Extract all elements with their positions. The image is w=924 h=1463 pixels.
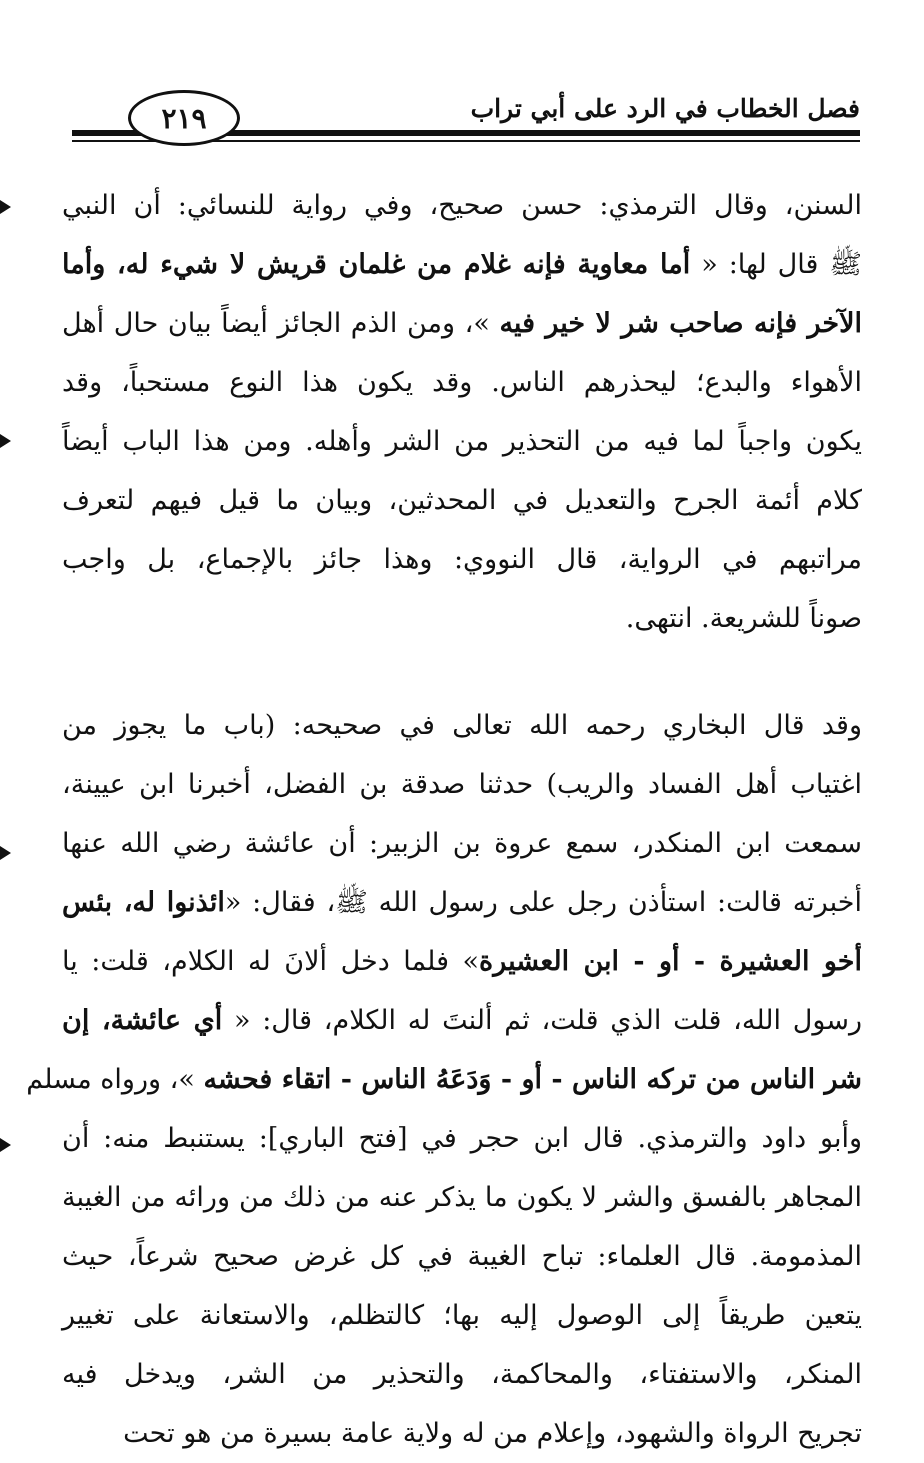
text-line [62,530,862,589]
margin-mark-icon [0,846,11,860]
text-run: المجاهر بالفسق والشر لا يكون ما يذكر عنه من ذلك من ورائه من الغيبة [62,1182,862,1213]
text-run: كلام أئمة الجرح والتعديل في المحدثين، وبيان ما قيل فيهم لتعرف [62,485,862,516]
text-line [62,696,862,755]
page-header [72,82,860,152]
text-run: أخبرته قالت: استأذن رجل على رسول الله ﷺ، فقال: « [224,887,862,918]
bold-text-run: ائذنوا له، بئس [62,887,225,918]
text-line [62,814,862,873]
text-line [62,353,862,412]
text-run: المذمومة. قال العلماء: تباح الغيبة في كل غرض صحيح شرعاً، حيث [62,1241,862,1272]
text-run: الأهواء والبدع؛ ليحذرهم الناس. وقد يكون هذا النوع مستحباً، وقد [62,367,862,398]
text-line [62,176,862,235]
margin-mark-icon [0,434,11,448]
text-run: سمعت ابن المنكدر، سمع عروة بن الزبير: أن عائشة رضي الله عنها [62,828,862,859]
text-run: »، ومن الذم الجائز أيضاً بيان حال أهل [62,308,500,339]
bold-text-run: أما معاوية فإنه غلام من غلمان قريش لا شيء له، وأما [62,249,691,280]
text-line [62,471,862,530]
text-line [62,589,862,648]
text-line [26,1050,862,1109]
text-run: وأبو داود والترمذي. قال ابن حجر في [فتح الباري]: يستنبط منه: أن [62,1123,862,1154]
text-run: مراتبهم في الرواية، قال النووي: وهذا جائز بالإجماع، بل واجب [62,544,862,575]
text-line [62,294,862,353]
text-line [62,1286,862,1345]
paragraph-gap [62,648,862,696]
text-line [62,1345,862,1404]
bold-text-run: أخو العشيرة - أو - ابن العشيرة [479,946,862,977]
text-line [62,235,862,294]
text-line [62,1227,862,1286]
margin-mark-icon [0,200,11,214]
text-line [62,1109,862,1168]
bold-text-run: الآخر فإنه صاحب شر لا خير فيه [499,308,862,339]
text-run: يتعين طريقاً إلى الوصول إليه بها؛ كالتظلم، والاستعانة على تغيير [62,1300,862,1331]
text-run: »، ورواه مسلم [26,1064,204,1095]
text-run: المنكر، والاستفتاء، والمحاكمة، والتحذير من الشر، ويدخل فيه [62,1359,862,1390]
text-line [62,1404,862,1463]
text-run: » فلما دخل ألانَ له الكلام، قلت: يا [62,946,480,977]
running-title: فصل الخطاب في الرد على أبي تراب [470,94,860,123]
text-run: تجريح الرواة والشهود، وإعلام من له ولاية عامة بسيرة من هو تحت [123,1418,862,1449]
text-run: رسول الله، قلت الذي قلت، ثم ألنتَ له الكلام، قال: « [222,1005,862,1036]
text-run: صوناً للشريعة. انتهى. [625,603,862,634]
paragraph [26,696,862,1463]
text-line [62,991,862,1050]
bold-text-run: شر الناس من تركه الناس - أو - وَدَعَهُ الناس - اتقاء فحشه [203,1064,862,1095]
text-run: السنن، وقال الترمذي: حسن صحيح، وفي رواية للنسائي: أن النبي [62,190,862,221]
paragraph [62,176,862,648]
margin-mark-icon [0,1138,11,1152]
text-line [62,412,862,471]
text-line [62,932,862,991]
text-line [62,873,862,932]
text-run: اغتياب أهل الفساد والريب) حدثنا صدقة بن الفضل، أخبرنا ابن عيينة، [62,769,862,800]
bold-text-run: أي عائشة، إن [62,1005,223,1036]
text-line [62,755,862,814]
text-line [62,1168,862,1227]
page-number: ٢١٩ [161,101,207,135]
body-text [26,176,862,1463]
text-run: وقد قال البخاري رحمه الله تعالى في صحيحه: (باب ما يجوز من [62,710,862,741]
page-number-badge [128,90,240,146]
text-run: ﷺ قال لها: « [690,249,862,280]
text-run: يكون واجباً لما فيه من التحذير من الشر وأهله. ومن هذا الباب أيضاً [62,426,862,457]
